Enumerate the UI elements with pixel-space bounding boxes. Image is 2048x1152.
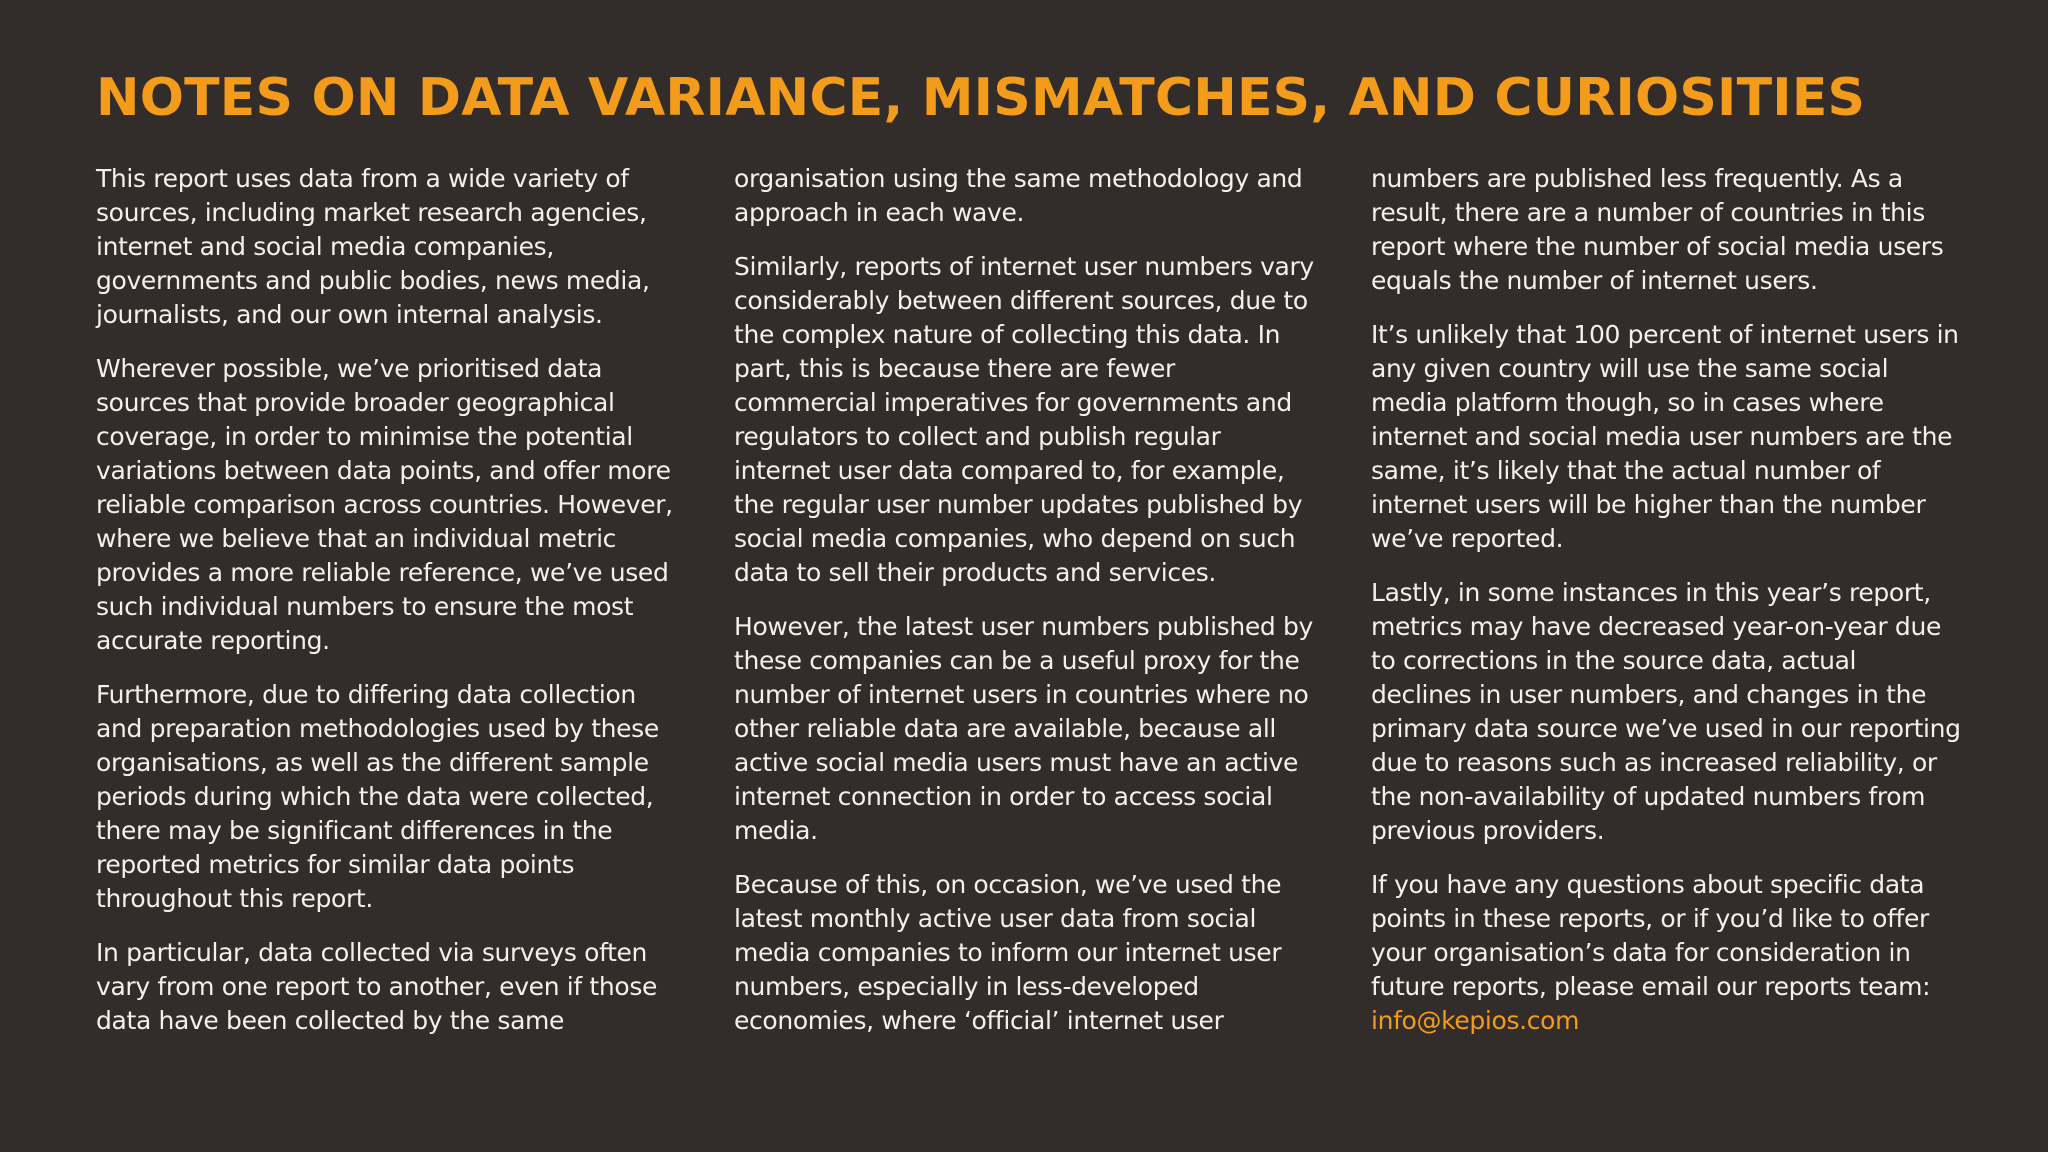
paragraph: In particular, data collected via surveys often vary from one report to another, even if those data have been collected by the same xyxy=(96,938,658,1035)
paragraph: Similarly, reports of internet user numbers vary considerably between different sources, due to the complex nature of collecting this data. In part, this is because there are fewer commercial imperatives for governments and regulators to collect and publish regular internet user data compared to, for example, the regular user number updates published by social media companies, who depend on such data to sell their products and services. xyxy=(734,252,1314,587)
paragraph: It’s unlikely that 100 percent of internet users in any given country will use the same social media platform though, so in cases where internet and social media user numbers are the same, it’s likely that the actual number of internet users will be higher than the number we’ve reported. xyxy=(1371,320,1959,553)
paragraph: Lastly, in some instances in this year’s report, metrics may have decreased year-on-year due to corrections in the source data, actual declines in user numbers, and changes in the primary data source we’ve used in our reporting due to reasons such as increased reliability, or the non-availability of updated numbers from previous providers. xyxy=(1371,578,1961,845)
closing-text: If you have any questions about specific data points in these reports, or if you’d like to offer your organisation’s data for consideration in future reports, please email our reports team: xyxy=(1371,870,1931,1001)
closing-paragraph xyxy=(1371,868,1961,1038)
paragraph: Wherever possible, we’ve prioritised data sources that provide broader geographical coverage, in order to minimise the potential variations between data points, and offer more reliable comparison across countries. However, where we believe that an individual metric provides a more reliable reference, we’ve used such individual numbers to ensure the most accurate reporting. xyxy=(96,354,673,655)
paragraph: This report uses data from a wide variety of sources, including market research agencies, internet and social media companies, governments and public bodies, news media, journalists, and our own internal analysis. xyxy=(96,164,650,329)
paragraph: However, the latest user numbers published by these companies can be a useful proxy for the number of internet users in countries where no other reliable data are available, because all active social media users must have an active internet connection in order to access social media. xyxy=(734,612,1313,845)
text-column-2 xyxy=(734,162,1324,1058)
paragraph: Because of this, on occasion, we’ve used the latest monthly active user data from social media companies to inform our internet user numbers, especially in less-developed economies, where ‘official’ internet user xyxy=(734,870,1282,1035)
paragraph: organisation using the same methodology and approach in each wave. xyxy=(734,164,1303,227)
text-column-1 xyxy=(96,162,686,1058)
paragraph: Furthermore, due to differing data collection and preparation methodologies used by these organisations, as well as the different sample periods during which the data were collected, there may be significant differences in the reported metrics for similar data points throughout this report. xyxy=(96,680,659,913)
contact-email-link[interactable]: info@kepios.com xyxy=(1371,1006,1580,1035)
page-title: NOTES ON DATA VARIANCE, MISMATCHES, AND CURIOSITIES xyxy=(96,68,1866,128)
paragraph: numbers are published less frequently. As a result, there are a number of countries in this report where the number of social media users equals the number of internet users. xyxy=(1371,164,1944,295)
text-column-3 xyxy=(1371,162,1961,1058)
